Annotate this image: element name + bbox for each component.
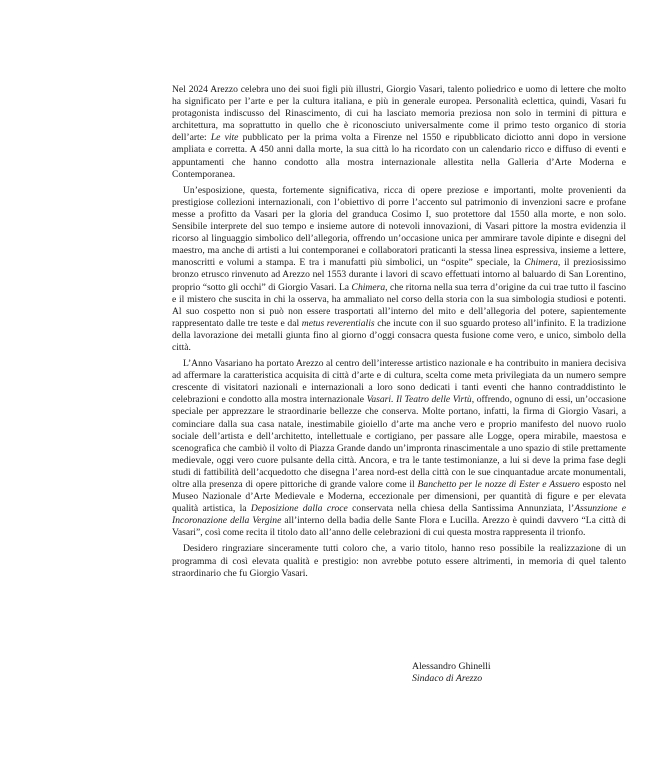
text-run: Nel 2024 Arezzo celebra uno dei suoi figli più illustri, Giorgio Vasari, talento poliedrico e uomo di lettere che molto ha significato per l’arte e per la cultura italiana, e più in generale europea. Personalità eclettica, quindi, Vasari fu protagonista indiscusso del Rinascimento, di cui ha lasciato memoria preziosa non solo in termini di pittura e architettura, ma soprattutto in quello che è riconosciuto universalmente come il primo testo organico di storia dell’arte: bbox=[172, 84, 626, 144]
signatory-name: Alessandro Ghinelli bbox=[412, 661, 491, 672]
italic-title-text: Assunzione e Incoronazione della Vergine bbox=[172, 503, 626, 527]
italic-title-text: Le vite bbox=[210, 132, 239, 144]
italic-title-text: Deposizione dalla croce bbox=[250, 503, 348, 515]
text-run: che incute con il suo sguardo proteso all’infinito. E la tradizione della lavorazione dei metalli giunta fino al giorno d’oggi consacra questa fusione come vero, e unico, simbolo della città. bbox=[172, 317, 626, 353]
italic-title-text: Chimera bbox=[524, 257, 558, 269]
text-run: , il preziosissimo bronzo etrusco rinvenuto ad Arezzo nel 1553 durante i lavori di scavo effettuati intorno al baluardo di San Lorentino, proprio “sotto gli occhi” di Giorgio Vasari. La bbox=[172, 257, 626, 293]
italic-title-text: Chimera bbox=[351, 281, 386, 293]
paragraph bbox=[172, 185, 626, 354]
paragraph bbox=[172, 543, 626, 579]
text-run: , che ritorna nella sua terra d’origine da cui trae tutto il fascino e il mistero che suscita in chi la osserva, ha ammaliato nel corso della storia con la sua simbologia studiosi e potenti. Al suo cospetto non si può non essere trasportati all’interno del mito e dell’allegoria del potere, sapientemente rappresentato dalle tre teste e dal bbox=[172, 281, 626, 329]
italic-title-text: Banchetto per le nozze di Ester e Assuero bbox=[417, 479, 580, 490]
text-run: all’interno della badia delle Sante Flora e Lucilla. Arezzo è quindi davvero “La città di Vasari”, così come recita il titolo dato all’anno delle celebrazioni di cui questa mostra rappresenta il trionfo. bbox=[172, 515, 626, 539]
text-run: Desidero ringraziare sinceramente tutti coloro che, a vario titolo, hanno reso possibile la realizzazione di un programma di così elevata qualità e prestigio: non avrebbe potuto essere altrimenti, in memoria di quel talento straordinario che fu Giorgio Vasari. bbox=[172, 543, 626, 579]
text-run: Un’esposizione, questa, fortemente significativa, ricca di opere preziose e importanti, molte provenienti da prestigiose collezioni internazionali, con l’obiettivo di porre l’accento sul patrimonio di invenzioni sacre e profane messe a profitto da Vasari per la gloria del granduca Cosimo I, suo protettore dal 1550 alla morte, e non solo. Sensibile interprete del suo tempo e insieme autore di notevoli innovazioni, di Vasari pittore la mostra evidenzia il ricorso al linguaggio simbolico dell’allegoria, offrendo un’occasione unica per ammirare tavole dipinte e disegni del maestro, ma anche di artisti a lui contemporanei e collaboratori praticanti la stessa linea espressiva, insieme a lettere, manoscritti e volumi a stampa. E tra i manufatti più simbolici, un “ospite” speciale, la bbox=[172, 184, 626, 269]
text-run: pubblicato per la prima volta a Firenze nel 1550 e ripubblicato diciotto anni dopo in versione ampliata e corretta. A 450 anni dalla morte, la sua città lo ha ricordato con un calendario ricco e diffuso di eventi e appuntamenti che hanno condotto alla mostra internazionale allestita nella Galleria d’Arte Moderna e Contemporanea. bbox=[172, 132, 627, 180]
paragraph bbox=[172, 358, 626, 539]
signatory-role: Sindaco di Arezzo bbox=[412, 673, 483, 684]
text-run: conservata nella chiesa della Santissima Annunziata, l’ bbox=[347, 503, 575, 515]
signature-block bbox=[412, 661, 491, 685]
text-run: L’Anno Vasariano ha portato Arezzo al centro dell’interesse artistico nazionale e ha contribuito in maniera decisiva ad affermare la caratteristica acquisita di città d’arte e di cultura, scelta come meta privilegiata da un numero sempre crescente di visitatori nazionali e internazionali a loro sono dedicati i tanti eventi che hanno contraddistinto le celebrazioni e condotto alla mostra internazionale bbox=[172, 358, 626, 406]
text-run: , offrendo, ognuno di essi, un’occasione speciale per apprezzare le straordinarie bellezze che conserva. Molte portano, infatti, la firma di Giorgio Vasari, a cominciare dalla sua casa natale, inestimabile gioiello d’arte ma anche vero e proprio manifesto del nuovo ruolo sociale dell’artista e dell’architetto, intellettuale e cortigiano, per passare alle Logge, opera mirabile, maestosa e scenografica che cambiò il volto di Piazza Grande dando un’impronta rinascimentale a uno spazio di stile prettamente medievale, oggi vero cuore pulsante della città. Ancora, e tra le tante testimonianze, a lui si deve la prima fase degli studi di fattibilità dell’acquedotto che disegna l’area nord-est della città con le sue cinquantadue arcate monumentali, oltre alla presenza di opere pittoriche di grande valore come il bbox=[172, 394, 626, 490]
italic-title-text: Vasari. Il Teatro delle Virtù bbox=[366, 394, 472, 406]
text-run: esposto nel Museo Nazionale d’Arte Medievale e Moderna, eccezionale per dimensioni, per quantità di figure e per elevata qualità artistica, la bbox=[172, 479, 626, 515]
paragraph bbox=[172, 84, 626, 181]
body-text bbox=[172, 84, 626, 584]
italic-title-text: metus reverentialis bbox=[301, 317, 375, 329]
